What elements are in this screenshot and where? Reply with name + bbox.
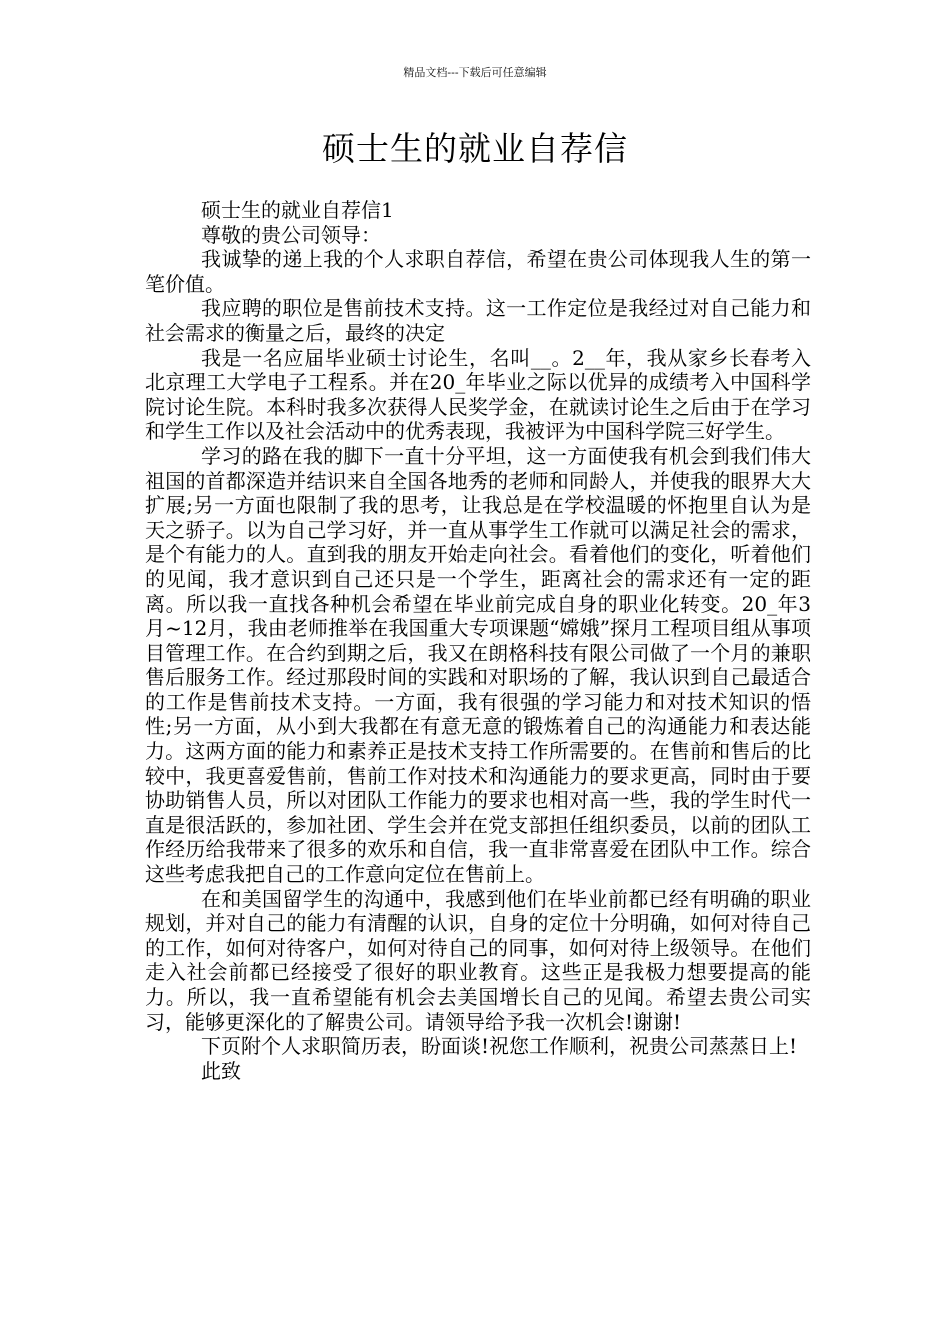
- paragraph-closing: 此致: [201, 1058, 241, 1083]
- paragraph: 学习的路在我的脚下一直十分平坦，这一方面使我有机会到我们伟大祖国的首都深造并结识来自全国各地秀的老师和同龄人，并使我的眼界大大扩展;另一方面也限制了我的思考，让我总是在学校温暖的怀抱里自认为是天之骄子。以为自己学习好，并一直从事学生工作就可以满足社会的需求，是个有能力的人。直到我的朋友开始走向社会。看着他们的变化，听着他们的见闻，我才意识到自己还只是一个学生，距离社会的需求还有一定的距离。所以我一直找各种机会希望在毕业前完成自身的职业化转变。20_年3月~12月，我由老师推举在我国重大专项课题“嫦娥”探月工程项目组从事项目管理工作。在合约到期之后，我又在朗格科技有限公司做了一个月的兼职售后服务工作。经过那段时间的实践和对职场的了解，我认识到自己最适合的工作是售前技术支持。一方面，我有很强的学习能力和对技术知识的悟性;另一方面，从小到大我都在有意无意的锻炼着自己的沟通能力和表达能力。这两方面的能力和素养正是技术支持工作所需要的。在售前和售后的比较中，我更喜爱售前，售前工作对技术和沟通能力的要求更高，同时由于要协助销售人员，所以对团队工作能力的要求也相对高一些，我的学生时代一直是很活跃的，参加社团、学生会并在党支部担任组织委员，以前的团队工作经历给我带来了很多的欢乐和自信，我一直非常喜爱在团队中工作。综合这些考虑我把自己的工作意向定位在售前上。: [145, 443, 811, 887]
- paragraph: 在和美国留学生的沟通中，我感到他们在毕业前都已经有明确的职业规划，并对自己的能力有清醒的认识，自身的定位十分明确，如何对待自己的工作，如何对待客户，如何对待自己的同事，如何对待上级领导。在他们走入社会前都已经接受了很好的职业教育。这些正是我极力想要提高的能力。所以，我一直希望能有机会去美国增长自己的见闻。希望去贵公司实习，能够更深化的了解贵公司。请领导给予我一次机会!谢谢!: [145, 886, 811, 1034]
- paragraph: 下页附个人求职简历表，盼面谈!祝您工作顺利，祝贵公司蒸蒸日上!: [201, 1034, 798, 1059]
- document-title: 硕士生的就业自荐信: [322, 129, 628, 168]
- paragraph-subtitle: 硕士生的就业自荐信1: [201, 198, 394, 222]
- paragraph: 我诚挚的递上我的个人求职自荐信，希望在贵公司体现我人生的第一笔价值。: [145, 247, 811, 296]
- paragraph: 我是一名应届毕业硕士讨论生，名叫__。2__年，我从家乡长春考入北京理工大学电子工程系。并在20_年毕业之际以优异的成绩考入中国科学院讨论生院。本科时我多次获得人民奖学金，在就读讨论生之后由于在学习和学生工作以及社会活动中的优秀表现，我被评为中国科学院三好学生。: [145, 345, 811, 444]
- document-body: [145, 198, 811, 1083]
- paragraph: 我应聘的职位是售前技术支持。这一工作定位是我经过对自己能力和社会需求的衡量之后，最终的决定: [145, 296, 811, 345]
- paragraph-salutation: 尊敬的贵公司领导：: [201, 222, 381, 247]
- page-header-note: 精品文档---下载后可任意编辑: [403, 66, 547, 79]
